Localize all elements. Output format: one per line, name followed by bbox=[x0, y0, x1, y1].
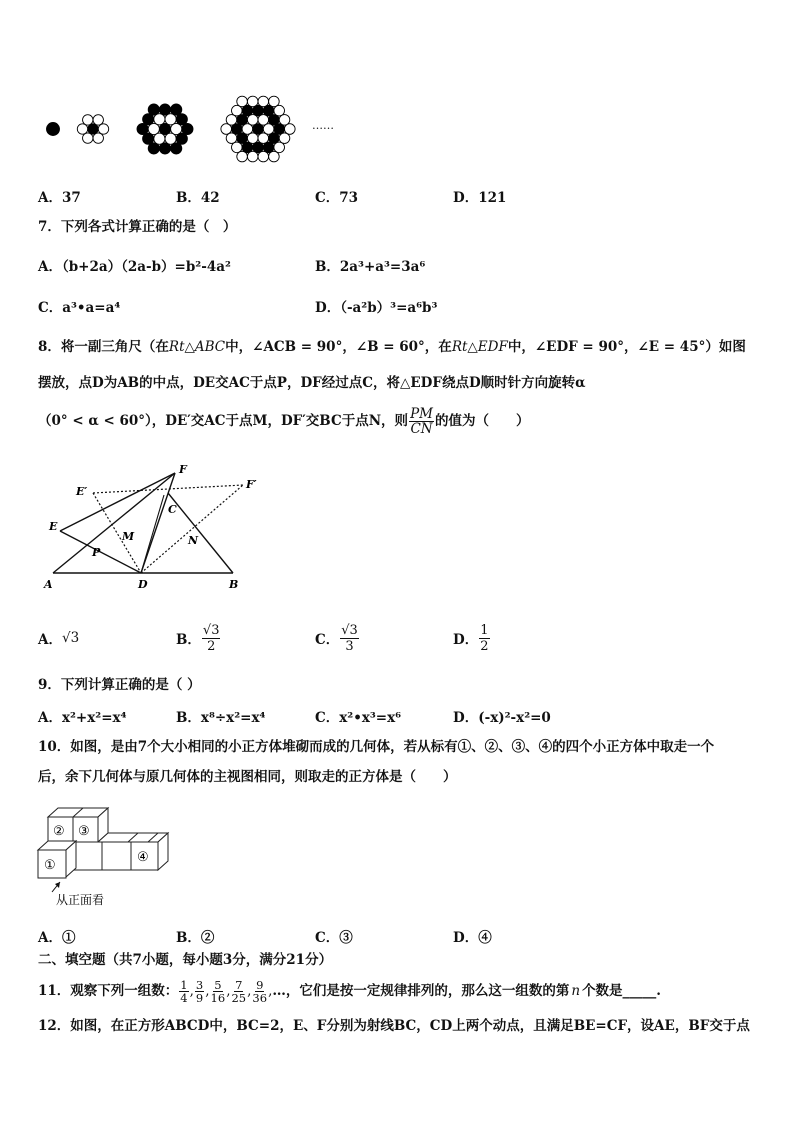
pattern-dot bbox=[93, 115, 103, 125]
view-caption: 从正面看 bbox=[56, 893, 105, 907]
q11-fraction bbox=[252, 979, 267, 1004]
q8-option-d-prefix: D． bbox=[453, 632, 479, 648]
label-M: M bbox=[122, 530, 135, 543]
cube-label-2: ② bbox=[53, 824, 65, 839]
pattern-dot bbox=[182, 123, 193, 134]
cube-label-3: ③ bbox=[78, 824, 90, 839]
q11-comma: , bbox=[226, 983, 231, 999]
q9-option-c[interactable]: C．x²•x³=x⁶ bbox=[315, 710, 402, 726]
q10-stem-line2: 后，余下几何体与原几何体的主视图相同，则取走的正方体是（ ） bbox=[38, 769, 457, 785]
q8-ratio-fraction bbox=[409, 407, 434, 436]
q8-line1-e: 中，∠EDF = 90°，∠E = 45°）如图 bbox=[507, 339, 746, 355]
q8-line1-d: Rt△EDF bbox=[451, 339, 508, 355]
label-E: E bbox=[49, 520, 58, 533]
q10-stem-line1: 10．如图，是由7个大小相同的小正方体堆砌而成的几何体，若从标有①、②、③、④的四个小正方体中取走一个 bbox=[38, 739, 715, 755]
q8-option-a[interactable] bbox=[38, 627, 79, 649]
q8-ratio-numerator: PM bbox=[410, 405, 433, 422]
q8-option-c-fraction bbox=[340, 623, 359, 654]
q11-fraction-numerator: 1 bbox=[180, 977, 188, 992]
pattern-dot bbox=[83, 133, 93, 143]
q9-option-b[interactable]: B．x⁸÷x²=x⁴ bbox=[176, 710, 266, 726]
q8-line1-b: Rt△ABC bbox=[168, 339, 226, 355]
q8-option-b[interactable] bbox=[176, 618, 221, 658]
q8-option-a-prefix: A． bbox=[38, 632, 62, 648]
q7-stem: 7．下列各式计算正确的是（ ） bbox=[38, 219, 237, 235]
q8-line3-b: 的值为（ ） bbox=[434, 413, 530, 429]
q8-option-b-denominator: 2 bbox=[207, 638, 216, 654]
q6-option-c[interactable]: C．73 bbox=[315, 190, 359, 206]
q8-option-c-denominator: 3 bbox=[345, 638, 354, 654]
q11-prefix: 11．观察下列一组数： bbox=[38, 983, 179, 999]
cube-label-4: ④ bbox=[137, 850, 149, 865]
label-E-prime: E′ bbox=[76, 485, 88, 498]
q8-option-c[interactable] bbox=[315, 618, 360, 658]
q8-line1-c: 中，∠ACB = 90°，∠B = 60°，在 bbox=[225, 339, 452, 355]
q8-triangle-figure bbox=[38, 455, 278, 595]
q8-option-b-prefix: B． bbox=[176, 632, 201, 648]
pattern-dot bbox=[83, 115, 93, 125]
section-2-title: 二、填空题（共7小题，每小题3分，满分21分） bbox=[38, 952, 333, 968]
q11-end: 个数是_____. bbox=[582, 983, 662, 999]
q8-stem-line3 bbox=[38, 404, 529, 438]
pattern-dot bbox=[47, 123, 60, 136]
q11-fraction bbox=[179, 979, 188, 1004]
q10-option-a[interactable]: A．① bbox=[38, 930, 76, 946]
q8-option-a-value: √3 bbox=[61, 630, 80, 646]
q7-option-b[interactable]: B．2a³+a³=3a⁶ bbox=[315, 259, 426, 275]
q8-line3-a: （0° < α < 60°），DE′交AC于点M，DF′交BC于点N，则 bbox=[38, 413, 409, 429]
q8-option-d-denominator: 2 bbox=[480, 638, 489, 654]
label-D: D bbox=[138, 578, 148, 591]
q9-option-a[interactable]: A．x²+x²=x⁴ bbox=[38, 710, 127, 726]
label-A: A bbox=[44, 578, 53, 591]
q11-fraction-list bbox=[178, 979, 272, 1004]
q10-option-b[interactable]: B．② bbox=[176, 930, 215, 946]
q10-option-d[interactable]: D．④ bbox=[453, 930, 492, 946]
q8-option-c-prefix: C． bbox=[315, 632, 340, 648]
q9-stem: 9．下列计算正确的是（ ） bbox=[38, 677, 201, 693]
q11-fraction-denominator: 25 bbox=[231, 990, 247, 1005]
q11-fraction-numerator: 3 bbox=[195, 977, 204, 992]
q6-option-a[interactable]: A．37 bbox=[38, 190, 81, 206]
label-B: B bbox=[229, 578, 239, 591]
segment-AF bbox=[53, 473, 175, 573]
q6-dot-pattern-figure bbox=[38, 85, 338, 170]
q11-fraction-denominator: 4 bbox=[180, 990, 188, 1005]
q11-variable-n: n bbox=[571, 983, 581, 999]
segment-BC bbox=[168, 493, 233, 573]
q7-option-a[interactable]: A．（b+2a）（2a-b）=b²-4a² bbox=[38, 259, 231, 275]
pattern-dot bbox=[77, 124, 87, 134]
label-F: F bbox=[179, 463, 187, 476]
q11-stem bbox=[38, 972, 661, 1010]
q11-fraction-numerator: 5 bbox=[214, 977, 222, 992]
q7-option-d[interactable]: D．（-a²b）³=a⁶b³ bbox=[315, 300, 438, 316]
cube-label-1: ① bbox=[44, 858, 56, 873]
q7-option-c[interactable]: C．a³•a=a⁴ bbox=[38, 300, 121, 316]
q6-ellipsis: …… bbox=[312, 119, 334, 132]
segment-DC-inner bbox=[141, 495, 164, 573]
q6-option-b[interactable]: B．42 bbox=[176, 190, 220, 206]
q8-stem-line1 bbox=[38, 338, 746, 356]
q6-option-d[interactable]: D．121 bbox=[453, 190, 507, 206]
q11-fraction bbox=[231, 979, 246, 1004]
q12-stem-line1: 12．如图，在正方形ABCD中，BC=2，E、F分别为射线BC，CD上两个动点，且满足BE=CF，设AE，BF交于点 bbox=[38, 1018, 750, 1034]
q8-option-b-fraction bbox=[202, 623, 221, 654]
q10-cube-figure bbox=[36, 800, 186, 910]
pattern-dot bbox=[93, 133, 103, 143]
pattern-dot bbox=[88, 124, 98, 134]
q8-line1-a: 8．将一副三角尺（在 bbox=[38, 339, 169, 355]
q10-option-c[interactable]: C．③ bbox=[315, 930, 353, 946]
q11-comma: , bbox=[268, 983, 273, 999]
q11-comma: , bbox=[189, 983, 194, 999]
q8-ratio-denominator: CN bbox=[410, 420, 433, 437]
q11-fraction-denominator: 9 bbox=[195, 990, 204, 1005]
q8-option-d[interactable] bbox=[453, 618, 491, 658]
q11-fraction-denominator: 36 bbox=[252, 990, 268, 1005]
label-P: P bbox=[92, 546, 101, 559]
q11-fraction bbox=[211, 979, 226, 1004]
q9-option-d[interactable]: D．(-x)²-x²=0 bbox=[453, 710, 551, 726]
q11-comma: , bbox=[247, 983, 252, 999]
q11-comma: , bbox=[205, 983, 210, 999]
label-F-prime: F′ bbox=[246, 478, 257, 491]
q8-stem-line2: 摆放，点D为AB的中点，DE交AC于点P，DF经过点C，将△EDF绕点D顺时针方向旋转α bbox=[38, 375, 586, 391]
label-C: C bbox=[168, 503, 177, 516]
q8-option-b-numerator: √3 bbox=[202, 622, 220, 638]
pattern-dot bbox=[98, 124, 108, 134]
q11-fraction bbox=[195, 979, 204, 1004]
q11-fraction-denominator: 16 bbox=[210, 990, 226, 1005]
q8-option-d-fraction bbox=[479, 623, 489, 654]
label-N: N bbox=[188, 534, 199, 547]
q11-fraction-numerator: 9 bbox=[256, 977, 264, 992]
q8-option-d-numerator: 1 bbox=[480, 622, 489, 638]
q11-fraction-numerator: 7 bbox=[235, 977, 243, 992]
pattern-dot bbox=[285, 124, 296, 135]
q11-suffix: …，它们是按一定规律排列的，那么这一组数的第 bbox=[272, 983, 570, 999]
q8-option-c-numerator: √3 bbox=[341, 622, 358, 638]
